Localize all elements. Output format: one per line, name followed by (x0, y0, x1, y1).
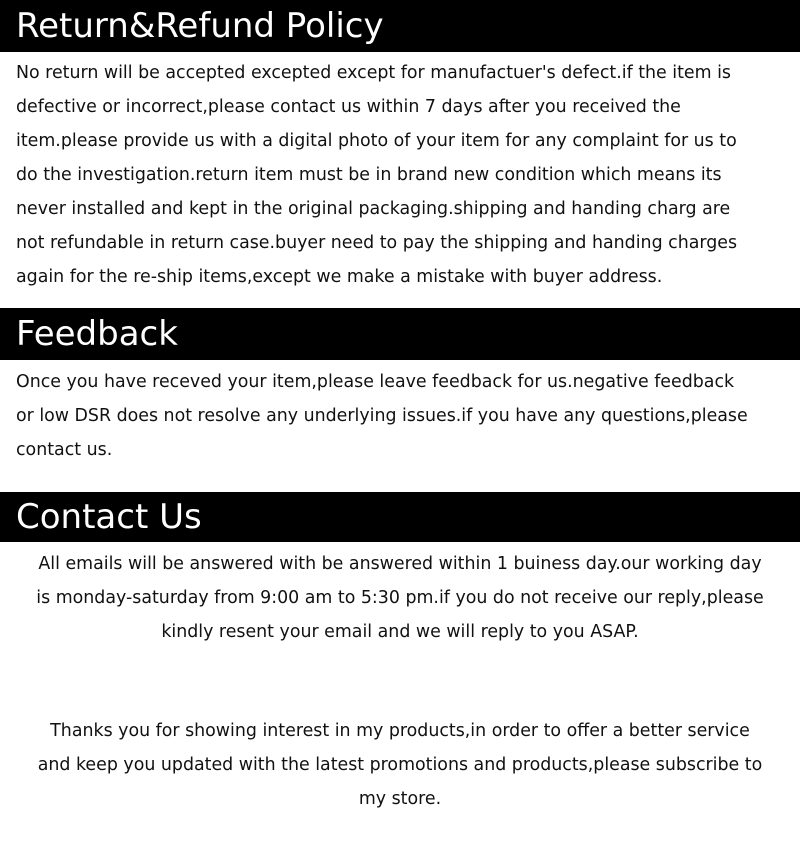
policy-line: never installed and kept in the original packaging.shipping and handing charg are (16, 199, 731, 219)
contact-line: All emails will be answered with be answered within 1 buiness day.our working day (38, 554, 762, 574)
return-refund-policy-text (16, 56, 786, 294)
policy-line: defective or incorrect,please contact us within 7 days after you received the (16, 97, 681, 117)
policy-line: No return will be accepted excepted except for manufactuer's defect.if the item is (16, 63, 731, 83)
feedback-text (16, 365, 786, 467)
contact-us-text (0, 547, 800, 649)
policy-line: item.please provide us with a digital photo of your item for any complaint for us to (16, 131, 737, 151)
policy-line: do the investigation.return item must be in brand new condition which means its (16, 165, 722, 185)
closing-line: and keep you updated with the latest promotions and products,please subscribe to (37, 755, 763, 775)
feedback-line: contact us. (16, 440, 113, 460)
return-refund-policy-heading: Return&Refund Policy (0, 0, 800, 52)
closing-line: my store. (358, 789, 442, 809)
feedback-heading: Feedback (0, 308, 800, 360)
closing-line: Thanks you for showing interest in my products,in order to offer a better service (50, 721, 750, 741)
contact-us-heading: Contact Us (0, 492, 800, 542)
contact-line: is monday-saturday from 9:00 am to 5:30 pm.if you do not receive our reply,please (36, 588, 764, 608)
feedback-line: or low DSR does not resolve any underlying issues.if you have any questions,please (16, 406, 748, 426)
policy-line: not refundable in return case.buyer need to pay the shipping and handing charges (16, 233, 738, 253)
contact-line: kindly resent your email and we will reply to you ASAP. (161, 622, 639, 642)
policy-line: again for the re-ship items,except we make a mistake with buyer address. (16, 267, 663, 287)
feedback-line: Once you have receved your item,please leave feedback for us.negative feedback (16, 372, 735, 392)
closing-message (0, 714, 800, 816)
